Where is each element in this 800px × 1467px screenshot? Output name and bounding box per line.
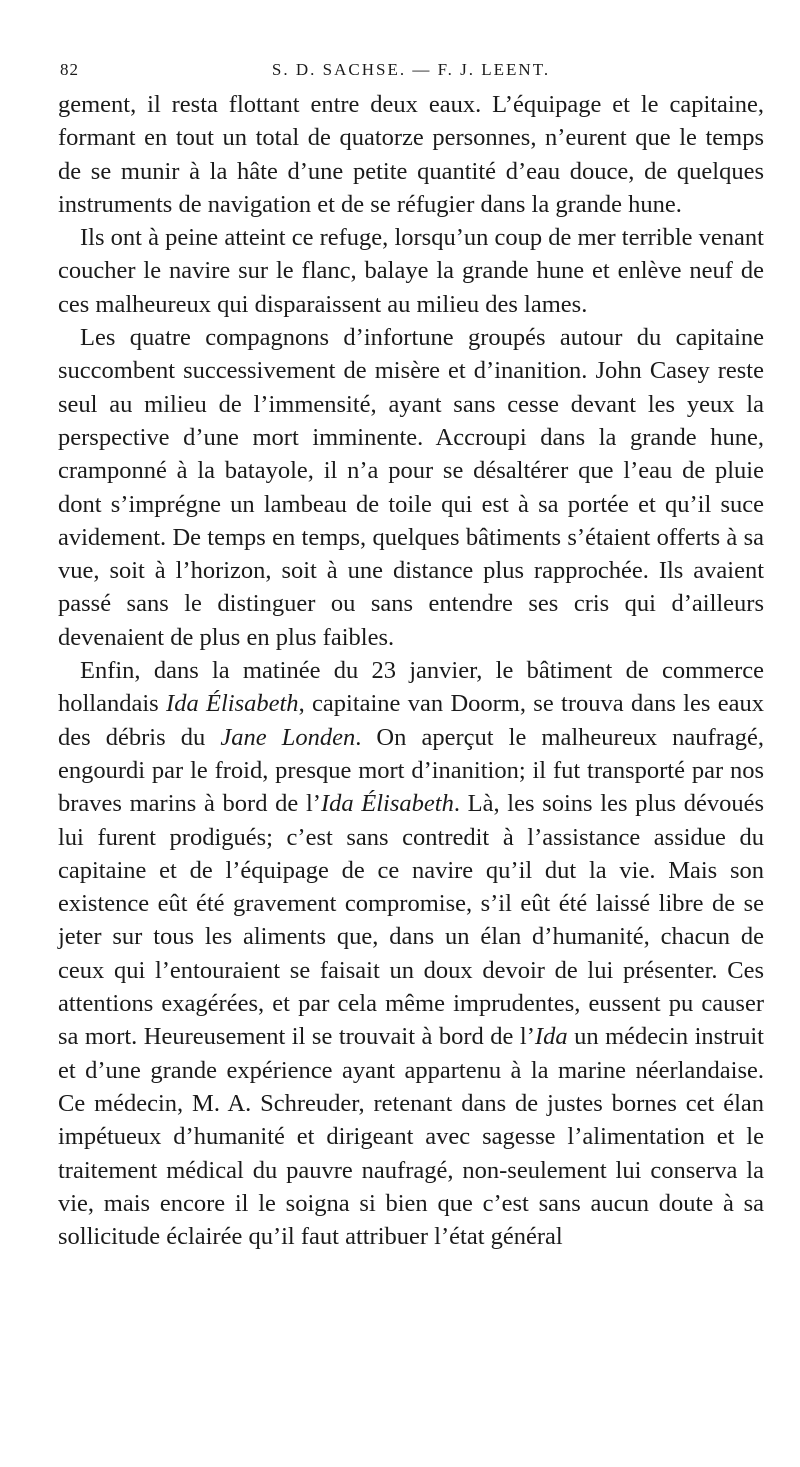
running-title: S. D. SACHSE. — F. J. LEENT. (271, 60, 551, 79)
text-segment: un médecin instruit et d’une grande expérience ayant appartenu à la marine néerlandaise. Ce médecin, M. A. Schreuder, retenant dans de justes bornes cet élan impétueux d’humanité et dirigeant avec sagesse l’alimentation et le traitement médical du pauvre naufragé, non-seulement lui conserva la vie, mais encore il le soigna si bien que c’est sans aucun doute à sa sollicitude éclairée qu’il faut attribuer l’état général (58, 1023, 764, 1251)
italic-ship-name: Ida Élisabeth (166, 690, 299, 718)
text-segment: . Là, les soins les plus dévoués lui furent prodigués; c’est sans contredit à l’assistance assidue du capitaine et de l’équipage de ce navire qu’il dut la vie. Mais son existence eût été gravement compromise, s’il eût été laissé libre de se jeter sur tous les aliments que, dans un élan d’humanité, chacun de ceux qui l’entouraient se faisait un doux devoir de lui présenter. Ces attentions exagérées, et par cela même imprudentes, eussent pu causer sa mort. Heureusement il se trouvait à bord de l’ (58, 790, 764, 1051)
italic-ship-name: Jane Londen (220, 723, 356, 751)
page-number: 82 (60, 60, 79, 79)
paragraph (58, 88, 764, 221)
italic-ship-name: Ida (534, 1023, 568, 1051)
text-segment: gement, il resta flottant entre deux eaux. L’équipage et le capitaine, formant en tout un total de quatorze personnes, n’eurent que le temps de se munir à la hâte d’une petite quantité d’eau douce, de quelques instruments de navigation et de se réfugier dans la grande hune. (58, 91, 764, 218)
page-header (58, 58, 764, 88)
text-segment: , capitaine van Doorm, se trouva dans les eaux des débris du (58, 690, 764, 751)
paragraph (58, 221, 764, 321)
text-segment: Enfin, dans la matinée du 23 janvier, le bâtiment de commerce hollandais (58, 657, 764, 718)
book-page (58, 58, 764, 1253)
paragraph (58, 321, 764, 654)
text-segment: Les quatre compagnons d’infortune groupés autour du capitaine succombent successivement de misère et d’inanition. John Casey reste seul au milieu de l’immensité, ayant sans cesse devant les yeux la perspective d’une mort imminente. Accroupi dans la grande hune, cramponné à la batayole, il n’a pour se désaltérer que l’eau de pluie dont s’imprégne un lambeau de toile qui est à sa portée et qu’il suce avidement. De temps en temps, quelques bâtiments s’étaient offerts à sa vue, soit à l’horizon, soit à une distance plus rapprochée. Ils avaient passé sans le distinguer ou sans entendre ses cris qui d’ailleurs devenaient de plus en plus faibles. (58, 324, 764, 651)
text-segment: . On aperçut le malheureux naufragé, engourdi par le froid, presque mort d’inanition; il fut transporté par nos braves marins à bord de l’ (58, 723, 764, 818)
italic-ship-name: Ida Élisabeth (320, 790, 454, 818)
paragraph (58, 654, 764, 1253)
body-text (58, 88, 764, 1253)
text-segment: Ils ont à peine atteint ce refuge, lorsqu’un coup de mer terrible venant coucher le navire sur le flanc, balaye la grande hune et enlève neuf de ces malheureux qui disparaissent au milieu des lames. (58, 224, 764, 318)
